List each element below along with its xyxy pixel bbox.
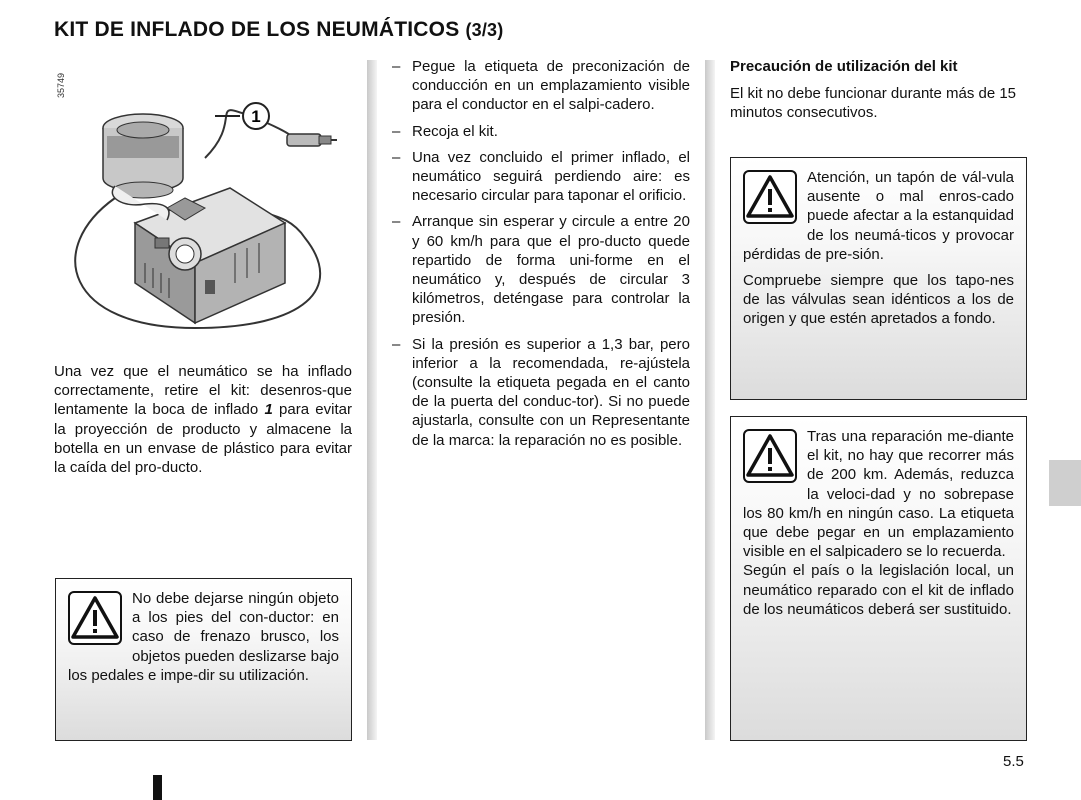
warning-triangle-icon xyxy=(68,591,122,645)
left-column xyxy=(54,362,352,477)
warning-text: Según el país o la legislación local, un neumático reparado con el kit de inflado de los neumáticos deberá ser sustituido. xyxy=(743,562,1014,618)
list-item-text: Una vez concluido el primer inflado, el neumático seguirá perdiendo aire: es necesario circular para taponar el orificio. xyxy=(412,148,690,205)
list-item xyxy=(392,148,690,206)
middle-column xyxy=(392,57,690,457)
paragraph-text-2: para evitar la proyección de producto y almacene la botella en un envase de plástico para evitar la caída del pro-ducto. xyxy=(54,401,352,477)
warning-text: Compruebe siempre que los tapo-nes de las válvulas sean idénticos a los de origen y que estén apretados a fondo. xyxy=(743,272,1014,328)
warning-box-repair-limits xyxy=(730,416,1027,741)
list-dash: – xyxy=(392,122,401,140)
right-column xyxy=(730,57,1028,122)
list-item xyxy=(392,212,690,327)
title-text: KIT DE INFLADO DE LOS NEUMÁTICOS xyxy=(54,18,460,41)
crop-mark xyxy=(153,775,162,800)
sealant-bottle-icon xyxy=(103,114,183,198)
warning-text: Atención, un tapón de vál-vula ausente o mal enros-cado puede afectar a la estanquidad de los neumá-ticos y provocar pérdidas de pre-sión. xyxy=(743,169,1014,263)
list-dash: – xyxy=(392,213,401,231)
list-item xyxy=(392,122,690,141)
warning-text: Tras una reparación me-diante el kit, no hay que recorrer más de 200 km. Además, reduzca la veloci-dad y no sobrepase los 80 km/h en ningún caso. La etiqueta que debe pegar en un emplazamiento visible en el salpicadero se lo recuerda. xyxy=(743,428,1014,561)
list-dash: – xyxy=(392,148,401,166)
usage-intro: El kit no debe funcionar durante más de 15 minutos consecutivos. xyxy=(730,85,1017,122)
steps-list xyxy=(392,57,690,450)
list-dash: – xyxy=(392,58,401,75)
warning-text: No debe dejarse ningún objeto a los pies del con-ductor: en caso de frenazo brusco, los objetos pueden deslizarse bajo los pedales e impe-dir su utilización. xyxy=(68,590,339,684)
column-divider xyxy=(705,60,715,740)
warning-box-valve-caps xyxy=(730,157,1027,400)
list-item-text: Recoja el kit. xyxy=(412,122,498,140)
warning-box-pedals xyxy=(55,578,352,741)
item-reference: 1 xyxy=(264,401,273,419)
list-item xyxy=(392,335,690,450)
page-title xyxy=(54,18,503,42)
warning-triangle-icon xyxy=(743,170,797,224)
cigarette-plug-icon xyxy=(287,134,337,146)
kit-removal-paragraph xyxy=(54,362,352,477)
list-item-text: Pegue la etiqueta de preconización de conducción en un emplazamiento visible para el conductor en el salpi-cadero. xyxy=(412,58,690,114)
inflation-kit-illustration xyxy=(55,58,350,348)
list-dash: – xyxy=(392,335,401,353)
title-page-range: (3/3) xyxy=(465,20,504,40)
page-number: 5.5 xyxy=(1003,753,1024,770)
column-divider xyxy=(367,60,377,740)
list-item xyxy=(392,57,690,115)
figure-callout: 1 xyxy=(251,107,261,126)
figure-code: 35749 xyxy=(56,72,66,98)
section-heading: Precaución de utilización del kit xyxy=(730,58,958,75)
chapter-tab xyxy=(1049,460,1081,506)
paragraph-text-1: Una vez que el neumático se ha inflado correctamente, retire el kit: desenros-que lentamente la boca de inflado xyxy=(54,363,352,419)
list-item-text: Si la presión es superior a 1,3 bar, pero inferior a la recomendada, re-ajústela (consulte la etiqueta pegada en el canto de la puerta del conduc-tor). Si no puede ajustarla, consulte con un Representante de la marca: la reparación no es posible. xyxy=(412,335,690,449)
list-item-text: Arranque sin esperar y circule a entre 20 y 60 km/h para que el pro-ducto quede repartido de forma uni-forme en el neumático y, después de circular 3 kilómetros, deténgase para controlar la presión. xyxy=(412,213,690,327)
warning-triangle-icon xyxy=(743,429,797,483)
